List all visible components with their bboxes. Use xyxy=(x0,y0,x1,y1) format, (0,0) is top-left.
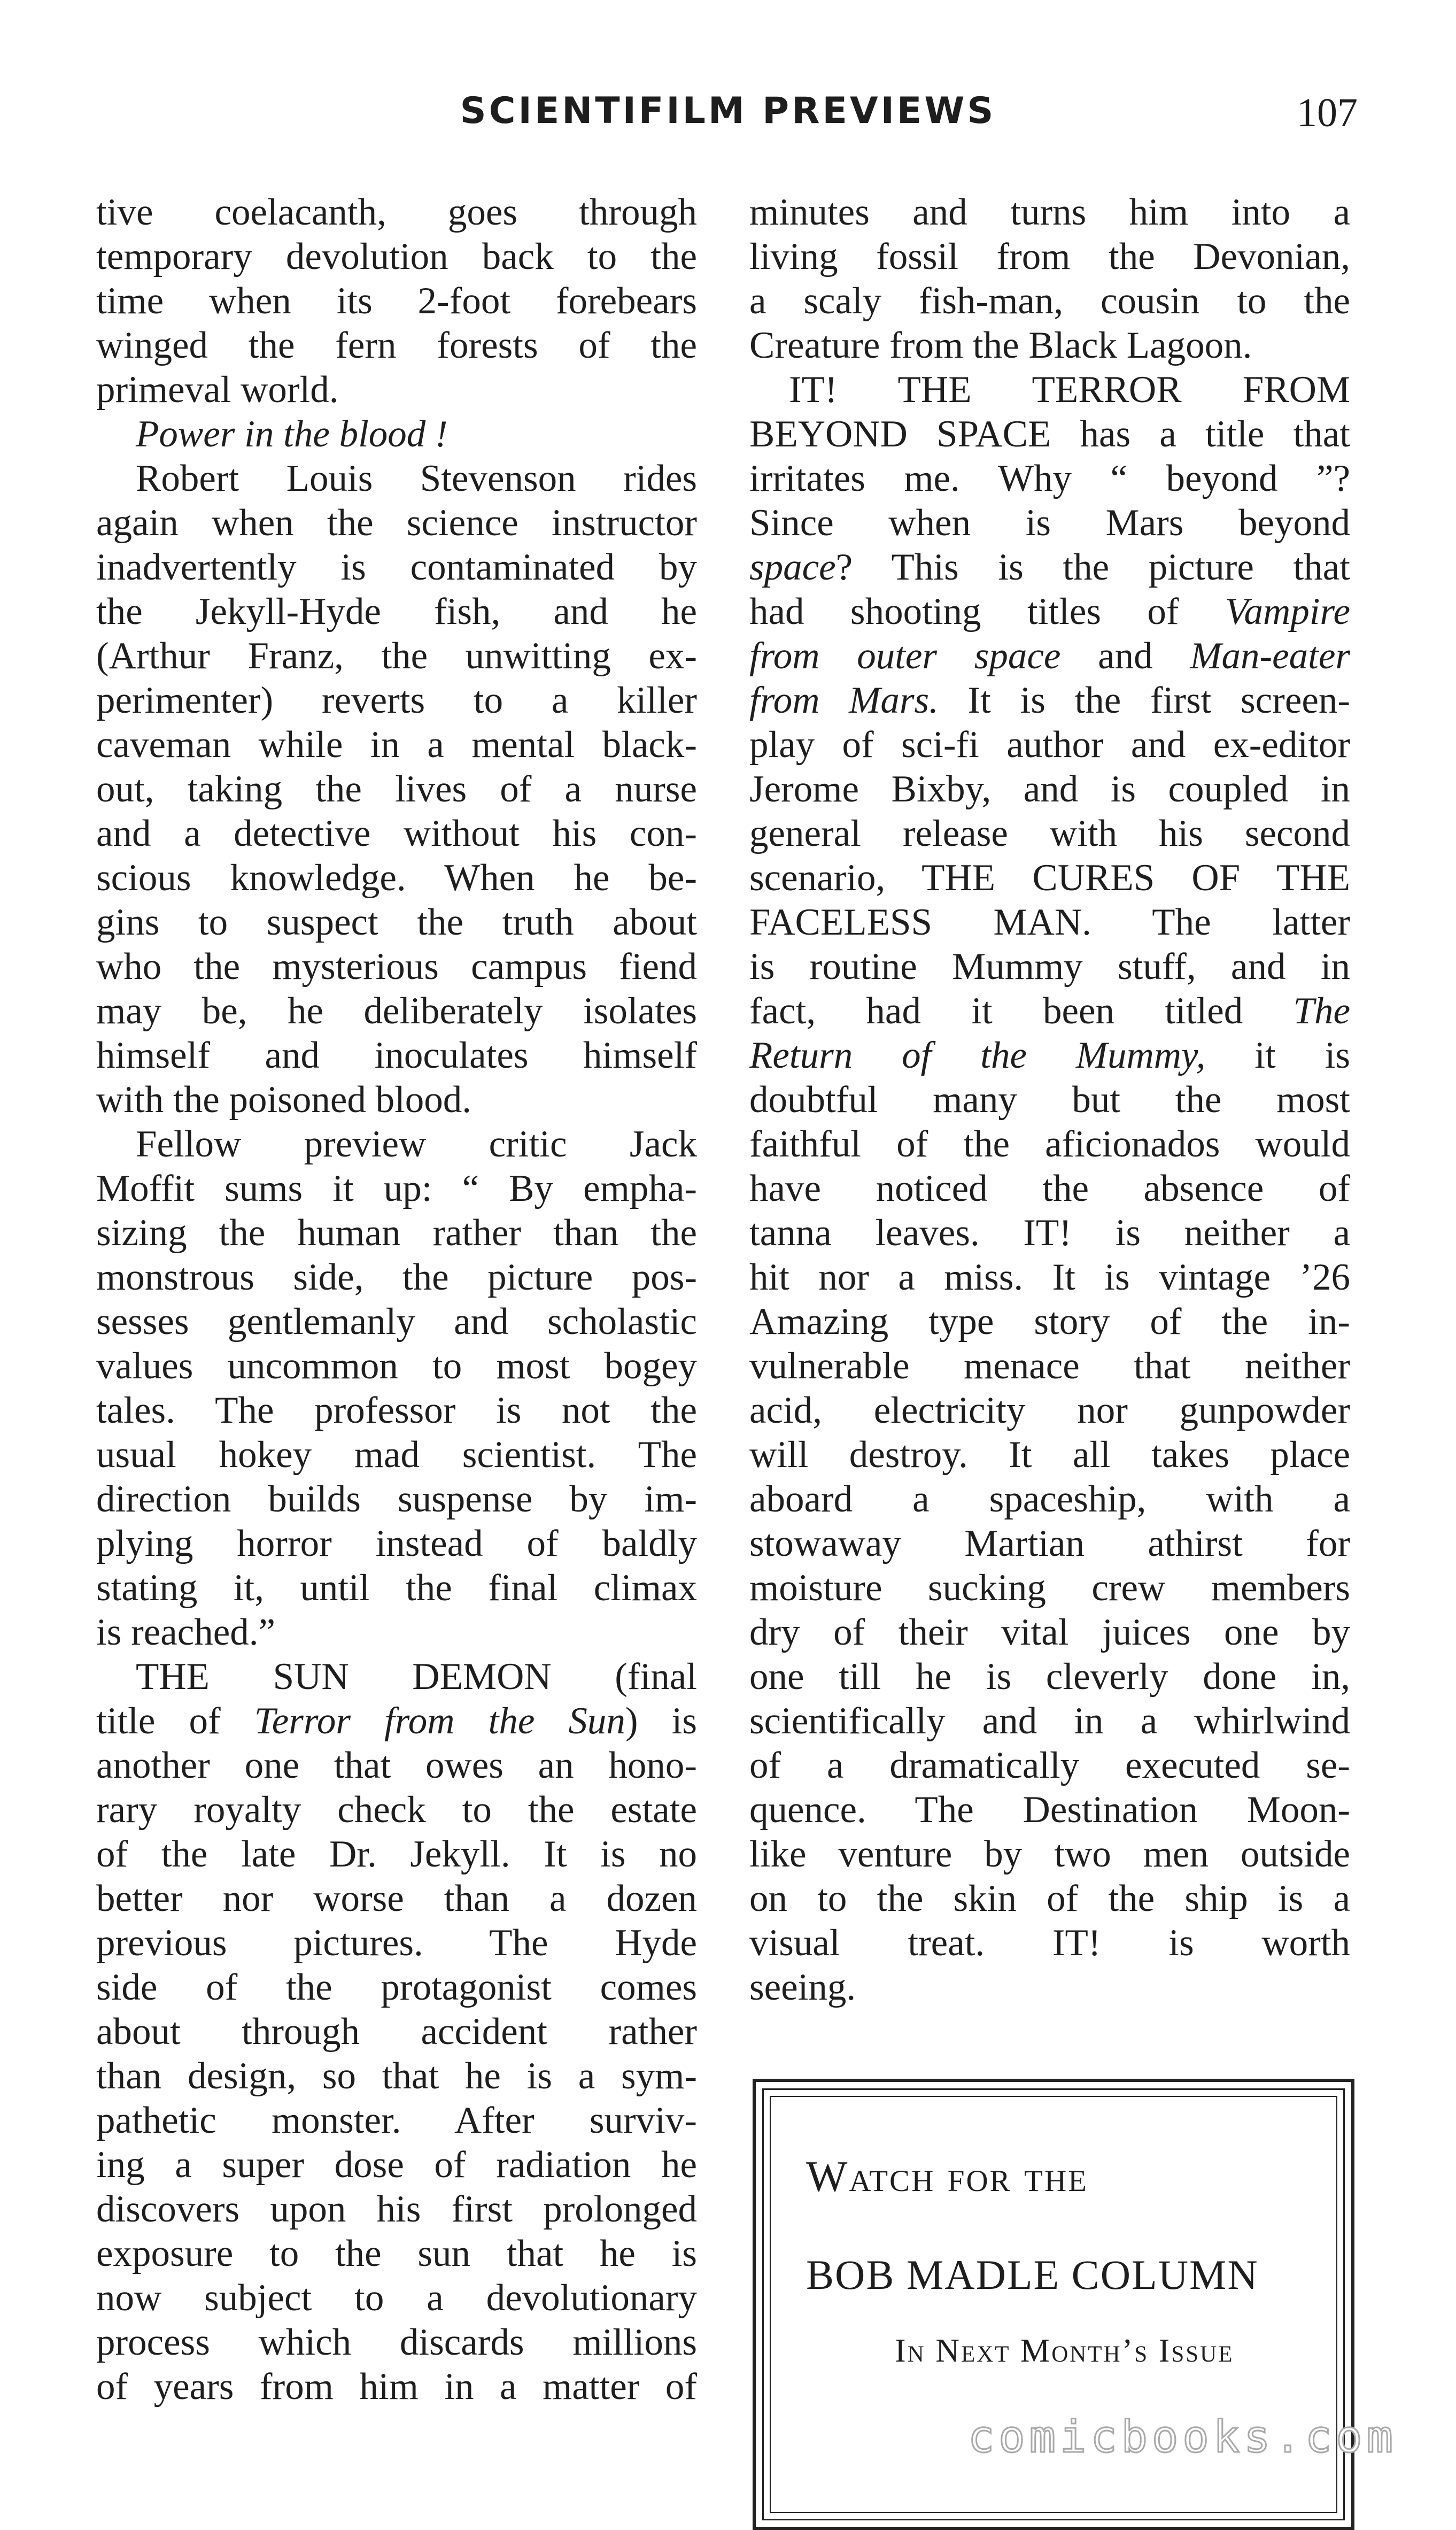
text-fragment: exposure to the sun that he is xyxy=(96,2233,697,2274)
text-line xyxy=(96,1078,697,1122)
text-fragment: it is xyxy=(1205,1035,1350,1076)
text-fragment: one till he is cleverly done in, xyxy=(749,1656,1350,1698)
text-fragment: with the poisoned blood. xyxy=(96,1079,472,1121)
text-line xyxy=(96,1033,697,1078)
text-line xyxy=(96,678,697,723)
text-fragment: fact, had it been titled xyxy=(749,990,1294,1032)
text-fragment: process which discards millions xyxy=(96,2321,697,2363)
text-line xyxy=(749,1655,1350,1699)
text-line xyxy=(96,1921,697,1965)
text-fragment: Since when is Mars beyond xyxy=(749,502,1350,544)
text-line xyxy=(749,1389,1350,1433)
text-line xyxy=(749,634,1350,678)
text-line xyxy=(749,1965,1350,2010)
text-fragment: primeval world. xyxy=(96,369,339,411)
text-line xyxy=(749,1522,1350,1566)
text-line xyxy=(96,1610,697,1655)
text-fragment: inadvertently is contaminated by xyxy=(96,546,697,588)
notice-next-issue: In Next Month’s Issue xyxy=(895,2333,1234,2369)
text-line xyxy=(749,1433,1350,1477)
text-line xyxy=(96,1344,697,1389)
text-line xyxy=(96,1389,697,1433)
text-fragment: than design, so that he is a sym- xyxy=(96,2055,697,2097)
text-fragment: sizing the human rather than the xyxy=(96,1212,697,1254)
text-line xyxy=(749,235,1350,279)
text-fragment: on to the skin of the ship is a xyxy=(749,1878,1350,1919)
text-fragment: acid, electricity nor gunpowder xyxy=(749,1390,1350,1431)
text-fragment: seeing. xyxy=(749,1966,856,2008)
italic-fragment: space xyxy=(749,546,836,588)
text-fragment: may be, he deliberately isolates xyxy=(96,990,697,1032)
text-line xyxy=(96,2320,697,2365)
text-fragment: plying horror instead of baldly xyxy=(96,1523,697,1564)
text-fragment: is reached.” xyxy=(96,1611,276,1653)
text-line xyxy=(96,1477,697,1522)
text-fragment: values uncommon to most bogey xyxy=(96,1345,697,1387)
text-fragment: title of xyxy=(96,1700,254,1742)
text-fragment: general release with his second xyxy=(749,813,1350,854)
text-fragment: winged the fern forests of the xyxy=(96,325,697,366)
text-line xyxy=(96,989,697,1033)
text-line xyxy=(96,2365,697,2409)
text-line xyxy=(96,1122,697,1167)
text-fragment: side of the protagonist comes xyxy=(96,1966,697,2008)
text-fragment: ? This is the picture that xyxy=(835,546,1350,588)
text-fragment: faithful of the aficionados would xyxy=(749,1123,1350,1165)
text-fragment: direction builds suspense by im- xyxy=(96,1478,697,1520)
text-fragment: Creature from the Black Lagoon. xyxy=(749,325,1252,366)
text-line xyxy=(96,945,697,989)
text-line xyxy=(749,678,1350,723)
text-line xyxy=(96,2054,697,2099)
text-fragment: hit nor a miss. It is vintage ’26 xyxy=(749,1256,1350,1298)
text-line xyxy=(96,2099,697,2143)
text-line xyxy=(96,1699,697,1744)
text-line xyxy=(749,279,1350,323)
text-fragment: Amazing type story of the in- xyxy=(749,1301,1350,1343)
text-fragment: gins to suspect the truth about xyxy=(96,901,697,943)
text-line xyxy=(96,1522,697,1566)
text-line xyxy=(749,545,1350,590)
text-line xyxy=(96,412,697,457)
text-line xyxy=(96,634,697,678)
notice-watch-for: Watch for the xyxy=(806,2152,1088,2201)
text-fragment: of a dramatically executed se- xyxy=(749,1745,1350,1786)
watermark: comicbooks.com xyxy=(967,2412,1397,2463)
text-fragment: vulnerable menace that neither xyxy=(749,1345,1350,1387)
text-fragment: scientifically and in a whirlwind xyxy=(749,1700,1350,1742)
text-line xyxy=(96,1655,697,1699)
text-fragment: Fellow preview critic Jack xyxy=(136,1123,697,1165)
text-line xyxy=(749,723,1350,767)
text-fragment: tanna leaves. IT! is neither a xyxy=(749,1212,1350,1254)
text-fragment: quence. The Destination Moon- xyxy=(749,1789,1350,1831)
text-fragment: usual hokey mad scientist. The xyxy=(96,1434,697,1476)
text-line xyxy=(96,545,697,590)
text-line xyxy=(96,1788,697,1832)
text-fragment: dry of their vital juices one by xyxy=(749,1611,1350,1653)
text-fragment: time when its 2-foot forebears xyxy=(96,280,697,322)
text-fragment: THE SUN DEMON (final xyxy=(136,1656,697,1698)
text-fragment: have noticed the absence of xyxy=(749,1168,1350,1209)
text-fragment: himself and inoculates himself xyxy=(96,1035,697,1076)
text-fragment: another one that owes an hono- xyxy=(96,1745,697,1786)
text-line xyxy=(96,1255,697,1300)
notice-column-name: BOB MADLE COLUMN xyxy=(806,2251,1259,2298)
text-line xyxy=(96,457,697,501)
text-fragment: aboard a spaceship, with a xyxy=(749,1478,1350,1520)
text-fragment: a scaly fish-man, cousin to the xyxy=(749,280,1350,322)
text-fragment: of years from him in a matter of xyxy=(96,2366,697,2408)
text-line xyxy=(96,1300,697,1344)
text-fragment: will destroy. It all takes place xyxy=(749,1434,1350,1476)
text-fragment: now subject to a devolutionary xyxy=(96,2277,697,2319)
text-fragment: doubtful many but the most xyxy=(749,1079,1350,1121)
text-line xyxy=(749,323,1350,368)
right-column xyxy=(749,190,1350,2010)
text-fragment: sesses gentlemanly and scholastic xyxy=(96,1301,697,1343)
text-fragment: previous pictures. The Hyde xyxy=(96,1922,697,1964)
text-line xyxy=(749,1744,1350,1788)
text-fragment: like venture by two men outside xyxy=(749,1833,1350,1875)
text-fragment: caveman while in a mental black- xyxy=(96,724,697,766)
running-title: SCIENTIFILM PREVIEWS xyxy=(460,90,996,132)
italic-fragment: Return of the Mummy, xyxy=(749,1035,1206,1076)
text-fragment: of the late Dr. Jekyll. It is no xyxy=(96,1833,697,1875)
text-line xyxy=(96,1566,697,1610)
text-line xyxy=(96,235,697,279)
text-line xyxy=(96,323,697,368)
text-line xyxy=(96,812,697,856)
text-fragment: (Arthur Franz, the unwitting ex- xyxy=(96,635,697,677)
text-fragment: ing a super dose of radiation he xyxy=(96,2144,697,2186)
text-line xyxy=(749,190,1350,235)
text-line xyxy=(749,1078,1350,1122)
text-fragment: pathetic monster. After surviv- xyxy=(96,2100,697,2141)
text-line xyxy=(749,1832,1350,1877)
text-line xyxy=(96,1965,697,2010)
text-fragment: tive coelacanth, goes through xyxy=(96,191,697,233)
text-line xyxy=(96,1877,697,1921)
text-line xyxy=(749,1300,1350,1344)
italic-fragment: from outer space xyxy=(749,635,1061,677)
text-fragment: and xyxy=(1060,635,1190,677)
left-column xyxy=(96,190,697,2409)
text-line xyxy=(96,368,697,412)
text-line xyxy=(749,1122,1350,1167)
text-fragment: scious knowledge. When he be- xyxy=(96,857,697,899)
text-fragment: discovers upon his first prolonged xyxy=(96,2188,697,2230)
text-fragment: play of sci-fi author and ex-editor xyxy=(749,724,1350,766)
text-line xyxy=(96,1744,697,1788)
text-fragment: out, taking the lives of a nurse xyxy=(96,768,697,810)
text-fragment: stowaway Martian athirst for xyxy=(749,1523,1350,1564)
text-fragment: visual treat. IT! is worth xyxy=(749,1922,1350,1964)
text-line xyxy=(96,1433,697,1477)
text-line xyxy=(96,2010,697,2054)
text-fragment: better nor worse than a dozen xyxy=(96,1878,697,1919)
text-line xyxy=(749,590,1350,634)
text-line xyxy=(96,2232,697,2276)
text-fragment: had shooting titles of xyxy=(749,591,1225,632)
text-fragment: stating it, until the final climax xyxy=(96,1567,697,1609)
text-line xyxy=(96,723,697,767)
text-line xyxy=(96,2187,697,2232)
text-line xyxy=(96,1211,697,1255)
text-line xyxy=(749,767,1350,812)
text-line xyxy=(749,412,1350,457)
text-fragment: and a detective without his con- xyxy=(96,813,697,854)
text-line xyxy=(749,1344,1350,1389)
text-fragment: who the mysterious campus fiend xyxy=(96,946,697,988)
text-line xyxy=(96,1832,697,1877)
text-line xyxy=(96,2276,697,2320)
text-line xyxy=(749,1788,1350,1832)
text-line xyxy=(749,1477,1350,1522)
text-fragment: It is the first screen- xyxy=(938,680,1350,721)
text-line xyxy=(749,1610,1350,1655)
text-line xyxy=(749,1566,1350,1610)
text-line xyxy=(96,279,697,323)
text-fragment: temporary devolution back to the xyxy=(96,236,697,277)
text-fragment: IT! THE TERROR FROM xyxy=(789,369,1350,411)
text-line xyxy=(749,945,1350,989)
italic-fragment: Vampire xyxy=(1225,591,1350,632)
text-fragment: minutes and turns him into a xyxy=(749,191,1350,233)
text-line xyxy=(749,1699,1350,1744)
text-fragment: perimenter) reverts to a killer xyxy=(96,680,697,721)
text-line xyxy=(749,1167,1350,1211)
text-line xyxy=(96,190,697,235)
text-line xyxy=(749,1921,1350,1965)
text-line xyxy=(96,900,697,945)
text-line xyxy=(749,989,1350,1033)
text-fragment: the Jekyll-Hyde fish, and he xyxy=(96,591,697,632)
text-line xyxy=(749,501,1350,545)
text-fragment: about through accident rather xyxy=(96,2011,697,2053)
text-line xyxy=(749,368,1350,412)
text-line xyxy=(749,1033,1350,1078)
text-line xyxy=(96,590,697,634)
text-fragment: again when the science instructor xyxy=(96,502,697,544)
text-fragment: is routine Mummy stuff, and in xyxy=(749,946,1350,988)
text-line xyxy=(96,767,697,812)
text-line xyxy=(749,812,1350,856)
text-fragment: monstrous side, the picture pos- xyxy=(96,1256,697,1298)
text-line xyxy=(749,900,1350,945)
text-line xyxy=(749,457,1350,501)
italic-fragment: Man-eater xyxy=(1190,635,1350,677)
italic-fragment: Power in the blood ! xyxy=(136,413,448,455)
text-fragment: tales. The professor is not the xyxy=(96,1390,697,1431)
italic-fragment: Terror from the Sun xyxy=(254,1700,625,1742)
italic-fragment: The xyxy=(1293,990,1350,1032)
text-fragment: Moffit sums it up: “ By empha- xyxy=(96,1168,697,1209)
text-fragment: FACELESS MAN. The latter xyxy=(749,901,1350,943)
text-line xyxy=(749,1255,1350,1300)
text-line xyxy=(96,1167,697,1211)
text-line xyxy=(96,2143,697,2187)
text-fragment: living fossil from the Devonian, xyxy=(749,236,1350,277)
page-header xyxy=(98,90,1358,149)
italic-fragment: from Mars. xyxy=(749,680,939,721)
page-number: 107 xyxy=(1297,90,1358,135)
text-fragment: rary royalty check to the estate xyxy=(96,1789,697,1831)
text-fragment: ) is xyxy=(625,1700,697,1742)
text-line xyxy=(749,856,1350,900)
text-fragment: Robert Louis Stevenson rides xyxy=(136,458,697,499)
text-fragment: BEYOND SPACE has a title that xyxy=(749,413,1350,455)
text-line xyxy=(749,1877,1350,1921)
text-fragment: scenario, THE CURES OF THE xyxy=(749,857,1350,899)
text-line xyxy=(96,856,697,900)
text-fragment: Jerome Bixby, and is coupled in xyxy=(749,768,1350,810)
text-line xyxy=(749,1211,1350,1255)
text-line xyxy=(96,501,697,545)
text-fragment: irritates me. Why “ beyond ”? xyxy=(749,458,1350,499)
text-fragment: moisture sucking crew members xyxy=(749,1567,1350,1609)
